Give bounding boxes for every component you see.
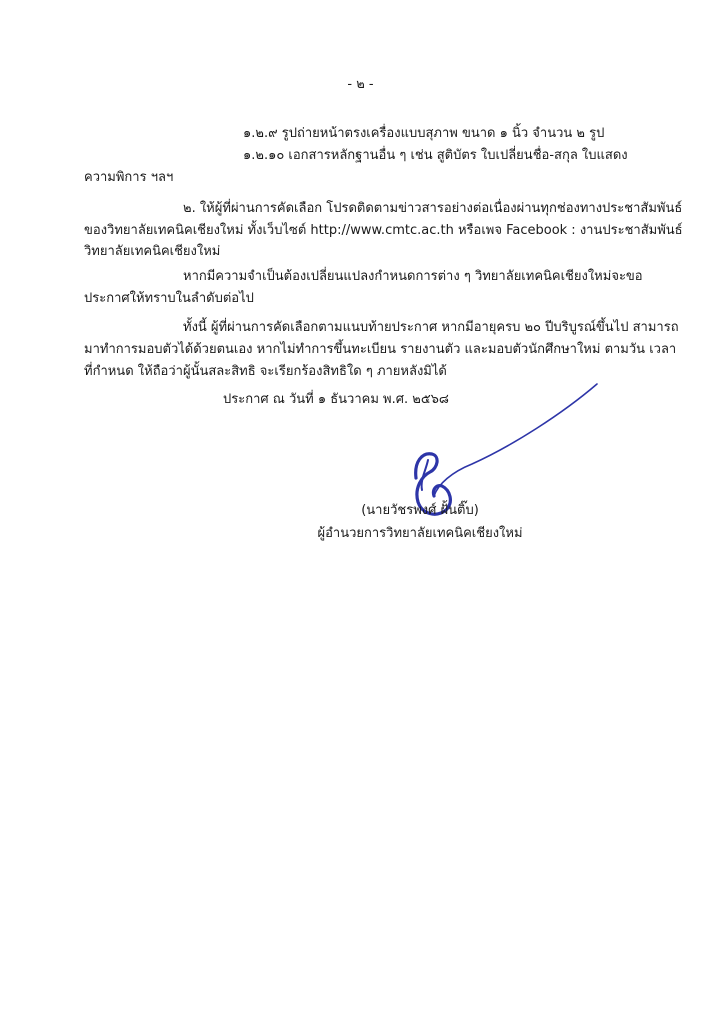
paragraph-2-line-3: วิทยาลัยเทคนิคเชียงใหม่ (84, 244, 221, 259)
item-1-2-10-line-2: ความพิการ ฯลฯ (84, 170, 174, 185)
paragraph-4-line-3: ที่กำหนด ให้ถือว่าผู้นั้นสละสิทธิ จะเรียกร้องสิทธิใด ๆ ภายหลังมิได้ (84, 364, 447, 379)
item-1-2-9: ๑.๒.๙ รูปถ่ายหน้าตรงเครื่องแบบสุภาพ ขนาด ๑ นิ้ว จำนวน ๒ รูป (243, 126, 605, 141)
page-number: - ๒ - (347, 77, 374, 92)
paragraph-2-line-2: ของวิทยาลัยเทคนิคเชียงใหม่ ทั้งเว็บไซต์ http://www.cmtc.ac.th หรือเพจ Facebook : งานประชาสัมพันธ์ (84, 223, 683, 238)
paragraph-2-line-1: ๒. ให้ผู้ที่ผ่านการคัดเลือก โปรดติดตามข่าวสารอย่างต่อเนื่องผ่านทุกช่องทางประชาสัมพันธ์ (183, 201, 683, 216)
paragraph-3-line-2: ประกาศให้ทราบในลำดับต่อไป (84, 291, 254, 306)
signatory-position: ผู้อำนวยการวิทยาลัยเทคนิคเชียงใหม่ (317, 526, 523, 541)
item-1-2-10-line-1: ๑.๒.๑๐ เอกสารหลักฐานอื่น ๆ เช่น สูติบัตร ใบเปลี่ยนชื่อ-สกุล ใบแสดง (243, 148, 628, 163)
signatory-name: (นายวัชรพงศ์ ฝั้นติ๊บ) (361, 503, 479, 518)
signature-tail-stroke (434, 384, 597, 496)
announcement-date: ประกาศ ณ วันที่ ๑ ธันวาคม พ.ศ. ๒๕๖๘ (223, 392, 449, 407)
paragraph-3-line-1: หากมีความจำเป็นต้องเปลี่ยนแปลงกำหนดการต่าง ๆ วิทยาลัยเทคนิคเชียงใหม่จะขอ (183, 269, 643, 284)
paragraph-4-line-1: ทั้งนี้ ผู้ที่ผ่านการคัดเลือกตามแนบท้ายประกาศ หากมีอายุครบ ๒๐ ปีบริบูรณ์ขึ้นไป สามารถ (183, 320, 679, 335)
paragraph-4-line-2: มาทำการมอบตัวได้ด้วยตนเอง หากไม่ทำการขึ้นทะเบียน รายงานตัว และมอบตัวนักศึกษาใหม่ ตามวัน เวลา (84, 342, 677, 357)
